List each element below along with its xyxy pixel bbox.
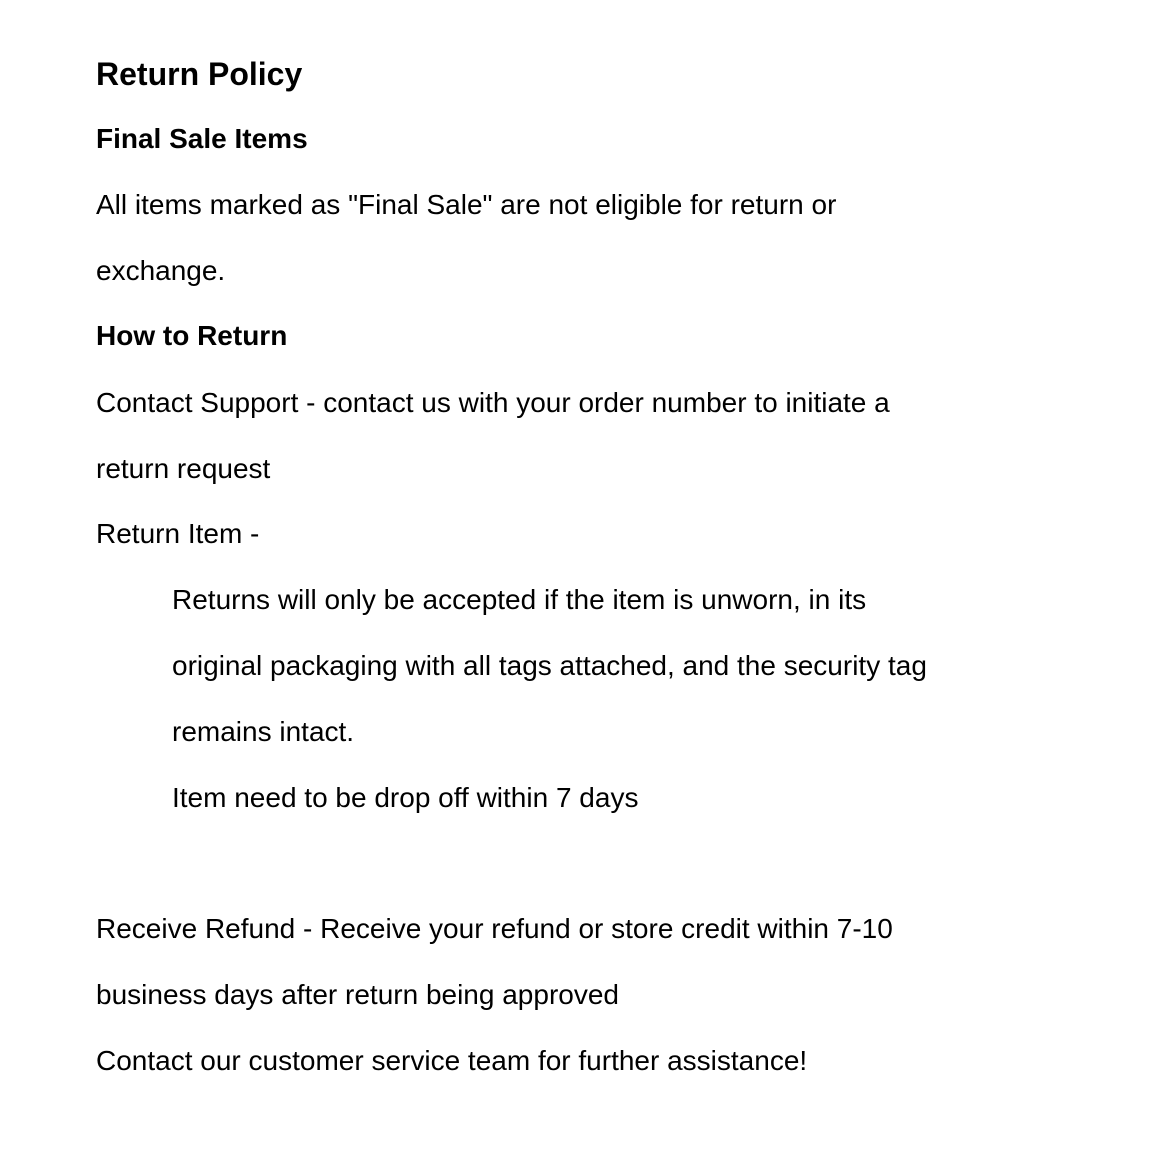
return-conditions-line-2: original packaging with all tags attached, and the security tag [172, 650, 927, 681]
closing-note: Contact our customer service team for further assistance! [96, 1045, 808, 1076]
how-to-return-heading: How to Return [96, 320, 288, 351]
return-conditions-line-3: remains intact. [172, 716, 355, 747]
contact-support-line-2: return request [96, 453, 271, 484]
contact-support-line-1: Contact Support - contact us with your order number to initiate a [96, 387, 890, 418]
final-sale-heading: Final Sale Items [96, 123, 308, 154]
page-title: Return Policy [96, 56, 303, 92]
return-item-label: Return Item - [96, 518, 260, 549]
receive-refund-line-1: Receive Refund - Receive your refund or store credit within 7-10 [96, 913, 893, 944]
dropoff-deadline: Item need to be drop off within 7 days [172, 782, 639, 813]
final-sale-text-line-1: All items marked as "Final Sale" are not eligible for return or [96, 189, 837, 220]
receive-refund-line-2: business days after return being approved [96, 979, 619, 1010]
final-sale-text-line-2: exchange. [96, 255, 226, 286]
return-conditions-line-1: Returns will only be accepted if the item is unworn, in its [172, 584, 867, 615]
